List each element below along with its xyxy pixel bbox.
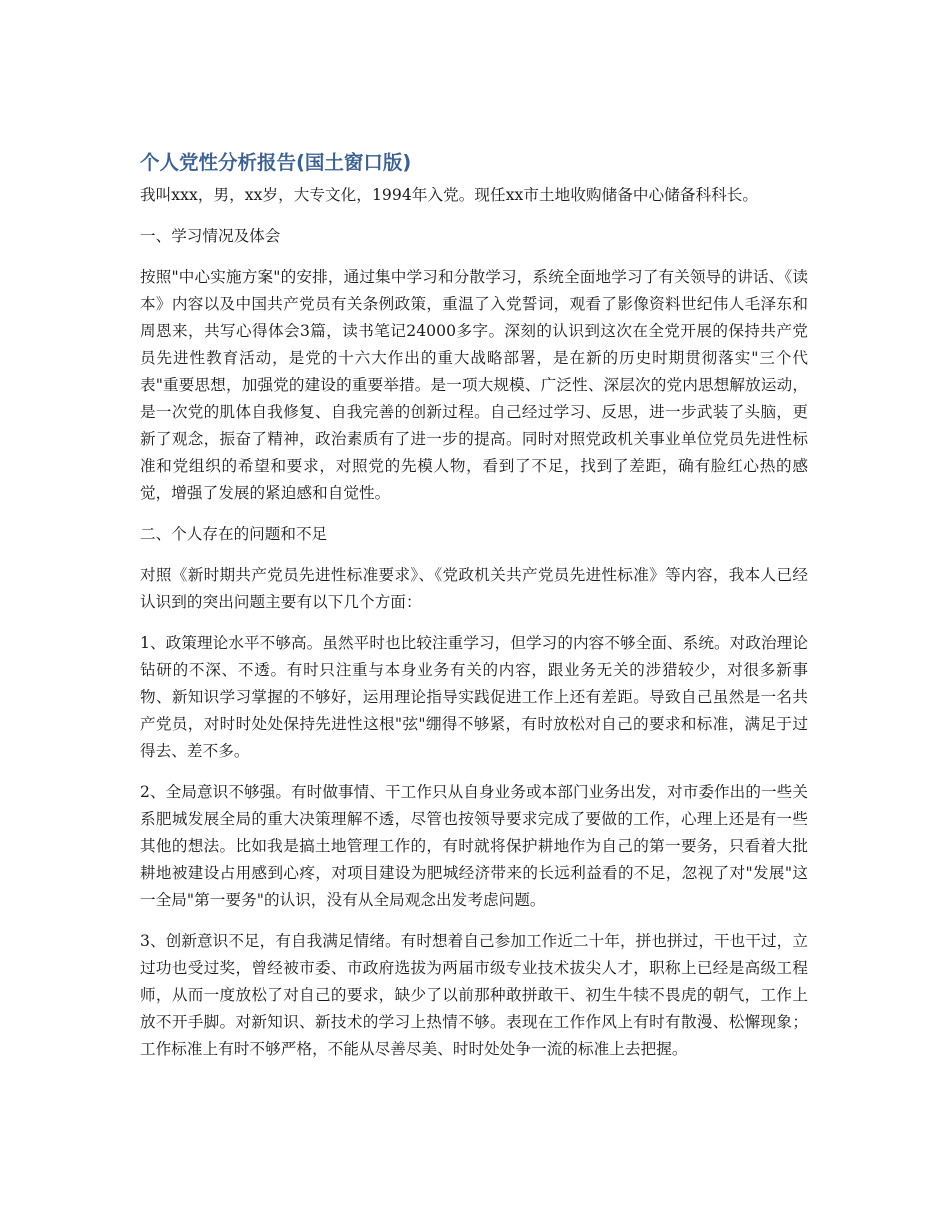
page-title: 个人党性分析报告(国土窗口版) [140,151,412,174]
intro-paragraph: 我叫xxx，男，xx岁，大专文化，1994年入党。现任xx市土地收购储备中心储备科科长。 [140,186,759,204]
document-page [140,148,808,1077]
section2-heading: 二、个人存在的问题和不足 [140,525,328,543]
list-item-1: 1、政策理论水平不够高。虽然平时也比较注重学习，但学习的内容不够全面、系统。对政治理论钻研的不深、不透。有时只注重与本身业务有关的内容，跟业务无关的涉猎较少，对很多新事物、新知识学习掌握的不够好，运用理论指导实践促进工作上还有差距。导致自己虽然是一名共产党员，对时时处处保持先进性这根"弦"绷得不够紧，有时放松对自己的要求和标准，满足于过得去、差不多。 [140,634,808,760]
section1-heading: 一、学习情况及体会 [140,227,281,245]
section1-body: 按照"中心实施方案"的安排，通过集中学习和分散学习，系统全面地学习了有关领导的讲话、《读本》内容以及中国共产党员有关条例政策，重温了入党誓词，观看了影像资料世纪伟人毛泽东和周恩来，共写心得体会3篇，读书笔记24000多字。深刻的认识到这次在全党开展的保持共产党员先进性教育活动，是党的十六大作出的重大战略部署，是在新的历史时期贯彻落实"三个代表"重要思想，加强党的建设的重要举措。是一项大规模、广泛性、深层次的党内思想解放运动，是一次党的肌体自我修复、自我完善的创新过程。自己经过学习、反思，进一步武装了头脑，更新了观念，振奋了精神，政治素质有了进一步的提高。同时对照党政机关事业单位党员先进性标准和党组织的希望和要求，对照党的先模人物，看到了不足，找到了差距，确有脸红心热的感觉，增强了发展的紧迫感和自觉性。 [140,268,808,502]
section2-intro: 对照《新时期共产党员先进性标准要求》、《党政机关共产党员先进性标准》等内容，我本人已经认识到的突出问题主要有以下几个方面： [140,566,808,611]
list-item-2: 2、全局意识不够强。有时做事情、干工作只从自身业务或本部门业务出发，对市委作出的一些关系肥城发展全局的重大决策理解不透，尽管也按领导要求完成了要做的工作，心理上还是有一些其他的想法。比如我是搞土地管理工作的，有时就将保护耕地作为自己的第一要务，只看着大批耕地被建设占用感到心疼，对项目建设为肥城经济带来的长远利益看的不足，忽视了对"发展"这一全局"第一要务"的认识，没有从全局观念出发考虑问题。 [140,783,808,909]
list-item-3: 3、创新意识不足，有自我满足情绪。有时想着自己参加工作近二十年，拼也拼过，干也干过，立过功也受过奖，曾经被市委、市政府选拔为两届市级专业技术拔尖人才，职称上已经是高级工程师，从而一度放松了对自己的要求，缺少了以前那种敢拼敢干、初生牛犊不畏虎的朝气，工作上放不开手脚。对新知识、新技术的学习上热情不够。表现在工作作风上有时有散漫、松懈现象；工作标准上有时不够严格，不能从尽善尽美、时时处处争一流的标准上去把握。 [140,932,808,1058]
